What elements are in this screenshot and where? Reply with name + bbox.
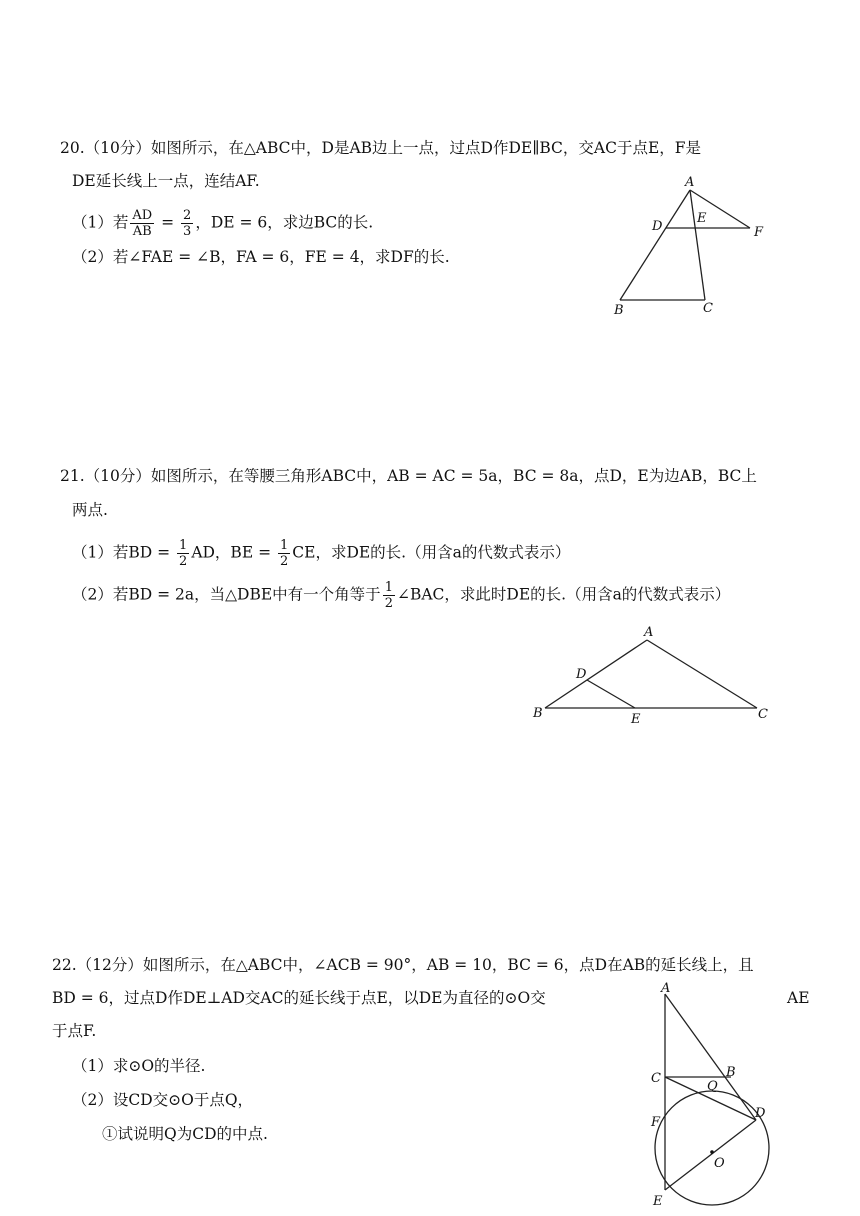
q21-fraction-half — [383, 581, 395, 610]
label-e: E — [631, 712, 641, 727]
label-f: F — [754, 225, 764, 240]
label-d: D — [652, 219, 663, 234]
q22-part2-subquestion: ①试说明Q为CD的中点. — [102, 1125, 268, 1143]
label-c: C — [651, 1071, 661, 1086]
q22-circle-figure — [640, 980, 790, 1212]
q21-stem-line1: 21.（10分）如图所示，在等腰三角形ABC中，AB = AC = 5a，BC = 8a，点D，E为边AB，BC上 — [60, 467, 757, 485]
q21-triangle-figure — [525, 620, 785, 730]
label-c: C — [758, 707, 768, 722]
q20-part1 — [72, 209, 373, 238]
label-c: C — [703, 301, 713, 316]
q21-fraction-half — [278, 539, 290, 568]
fraction-denominator: 2 — [179, 554, 188, 569]
label-b: B — [726, 1065, 736, 1080]
q22-stem-line2-end: AE — [787, 989, 810, 1007]
label-a: A — [644, 625, 654, 640]
fraction-denominator: 2 — [384, 596, 393, 611]
center-point-o — [710, 1150, 714, 1154]
segment-de — [587, 680, 635, 708]
segment-ab — [620, 190, 690, 300]
fraction-numerator: 1 — [179, 538, 188, 553]
q21-part1-text-b: AD，BE = — [191, 543, 276, 562]
q20-fraction-ad-ab — [130, 209, 154, 238]
q21-fraction-half — [177, 539, 189, 568]
label-e: E — [653, 1194, 663, 1209]
label-d: D — [755, 1106, 766, 1121]
label-d: D — [576, 667, 587, 682]
q21-part1 — [72, 539, 570, 568]
q20-part2: （2）若∠FAE = ∠B，FA = 6，FE = 4，求DF的长. — [72, 248, 450, 266]
q20-fraction-2-3 — [181, 209, 193, 238]
label-a: A — [685, 175, 695, 190]
fraction-denominator: 2 — [279, 554, 289, 569]
fraction-numerator: 1 — [384, 580, 393, 595]
fraction-denominator: 3 — [183, 224, 192, 239]
circle-o — [655, 1091, 769, 1205]
fraction-numerator: AD — [132, 208, 153, 223]
q22-part2: （2）设CD交⊙O于点Q， — [72, 1091, 254, 1109]
q21-part2-text-b: ∠BAC，求此时DE的长.（用含a的代数式表示） — [396, 585, 731, 604]
label-e: E — [697, 211, 707, 226]
q20-part1-prefix: （1）若 — [72, 213, 129, 232]
segment-ac — [690, 190, 705, 300]
label-b: B — [533, 706, 543, 721]
label-f: F — [651, 1115, 661, 1130]
label-o: O — [714, 1156, 725, 1171]
segment-ed — [665, 1120, 756, 1190]
q21-part2 — [72, 581, 730, 610]
q22-stem-line2: BD = 6，过点D作DE⊥AD交AC的延长线于点E，以DE为直径的⊙O交 — [52, 989, 546, 1007]
q21-part2-text-a: （2）若BD = 2a，当△DBE中有一个角等于 — [72, 585, 381, 604]
label-a: A — [661, 981, 671, 996]
q22-stem-line3: 于点F. — [52, 1022, 97, 1040]
q21-part1-text-c: CE，求DE的长.（用含a的代数式表示） — [292, 543, 571, 562]
q20-stem-line1: 20.（10分）如图所示，在△ABC中，D是AB边上一点，过点D作DE∥BC，交AC于点E，F是 — [60, 139, 702, 157]
segment-ab — [545, 640, 647, 708]
fraction-denominator: AB — [132, 224, 152, 239]
q20-part1-suffix: ，DE = 6，求边BC的长. — [195, 213, 374, 232]
q21-stem-line2: 两点. — [72, 501, 108, 519]
q20-triangle-figure — [600, 170, 780, 320]
label-b: B — [614, 303, 624, 318]
fraction-numerator: 1 — [279, 538, 289, 553]
q21-part1-text-a: （1）若BD = — [72, 543, 176, 562]
q20-stem-line2: DE延长线上一点，连结AF. — [72, 172, 260, 190]
equals-sign: = — [156, 213, 180, 232]
segment-ac — [647, 640, 757, 708]
q22-stem-line1: 22.（12分）如图所示，在△ABC中，∠ACB = 90°，AB = 10，BC = 6，点D在AB的延长线上，且 — [52, 956, 754, 974]
fraction-numerator: 2 — [183, 208, 192, 223]
q22-part1: （1）求⊙O的半径. — [72, 1057, 206, 1075]
label-q: Q — [707, 1079, 718, 1094]
